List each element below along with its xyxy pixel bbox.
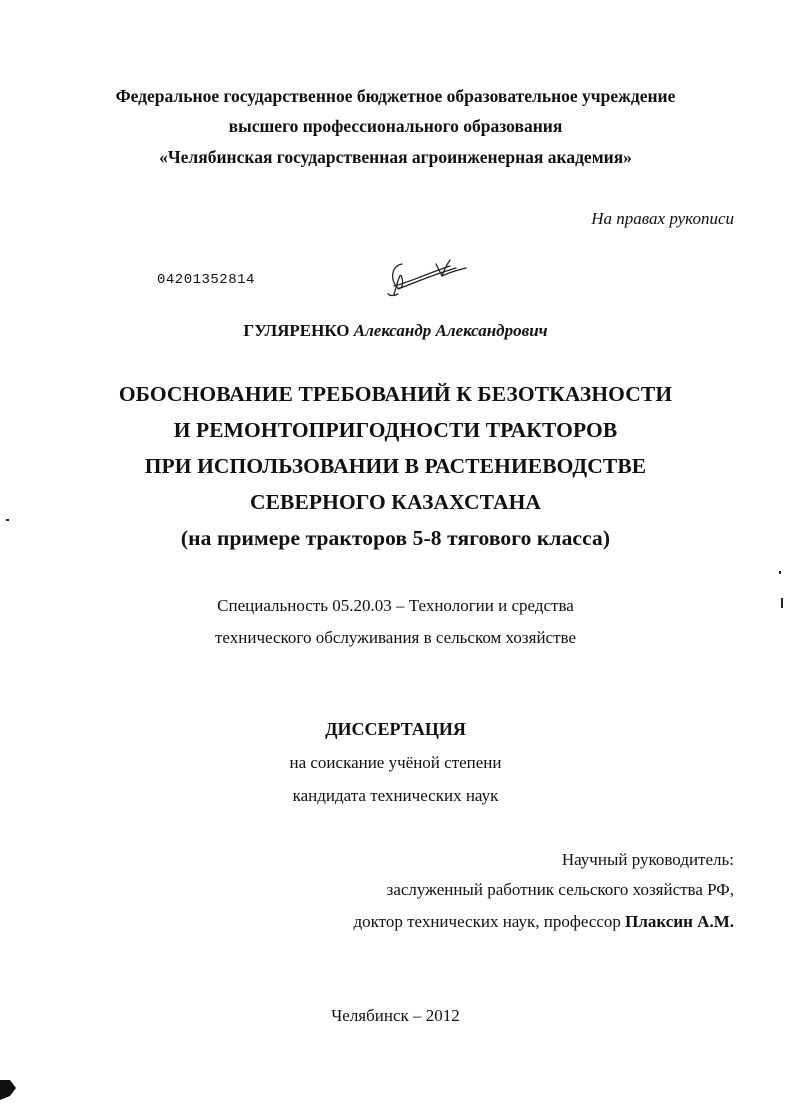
- scan-speck: [6, 519, 9, 521]
- institution-line-1: Федеральное государственное бюджетное образовательное учреждение: [115, 86, 676, 106]
- author-given-names: Александр Александрович: [353, 321, 548, 340]
- title-line-4: СЕВЕРНОГО КАЗАХСТАНА: [249, 490, 542, 514]
- work-type-line-1: на соискание учёной степени: [289, 753, 502, 772]
- supervisor-title: доктор технических наук, профессор: [353, 912, 621, 931]
- supervisor-line-1: заслуженный работник сельского хозяйства РФ,: [386, 880, 734, 899]
- scan-corner-mark: [0, 1076, 22, 1103]
- place-year: Челябинск – 2012: [331, 1006, 460, 1025]
- author-surname: ГУЛЯРЕНКО: [243, 321, 350, 340]
- institution-line-3: «Челябинская государственная агроинженерная академия»: [159, 147, 632, 167]
- work-type-heading: ДИССЕРТАЦИЯ: [325, 719, 466, 739]
- work-type-line-2: кандидата технических наук: [292, 786, 499, 805]
- title-line-2: И РЕМОНТОПРИГОДНОСТИ ТРАКТОРОВ: [173, 418, 618, 442]
- scan-speck: [779, 571, 781, 574]
- specialty-line-2: технического обслуживания в сельском хозяйстве: [215, 628, 576, 647]
- title-line-5: (на примере тракторов 5-8 тягового класса): [180, 526, 611, 550]
- signature-icon: [380, 256, 470, 298]
- author: [0, 321, 791, 341]
- specialty-line-1: Специальность 05.20.03 – Технологии и средства: [217, 596, 574, 615]
- supervisor-label: Научный руководитель:: [561, 850, 734, 869]
- title-line-3: ПРИ ИСПОЛЬЗОВАНИИ В РАСТЕНИЕВОДСТВЕ: [144, 454, 647, 478]
- registry-number: 04201352814: [157, 272, 255, 288]
- supervisor-line-2: [353, 912, 734, 932]
- institution-line-2: высшего профессионального образования: [228, 116, 563, 136]
- scan-speck: [781, 598, 783, 608]
- manuscript-note: На правах рукописи: [591, 209, 734, 228]
- title-line-1: ОБОСНОВАНИЕ ТРЕБОВАНИЙ К БЕЗОТКАЗНОСТИ: [118, 382, 673, 406]
- supervisor-name: Плаксин А.М.: [625, 912, 734, 931]
